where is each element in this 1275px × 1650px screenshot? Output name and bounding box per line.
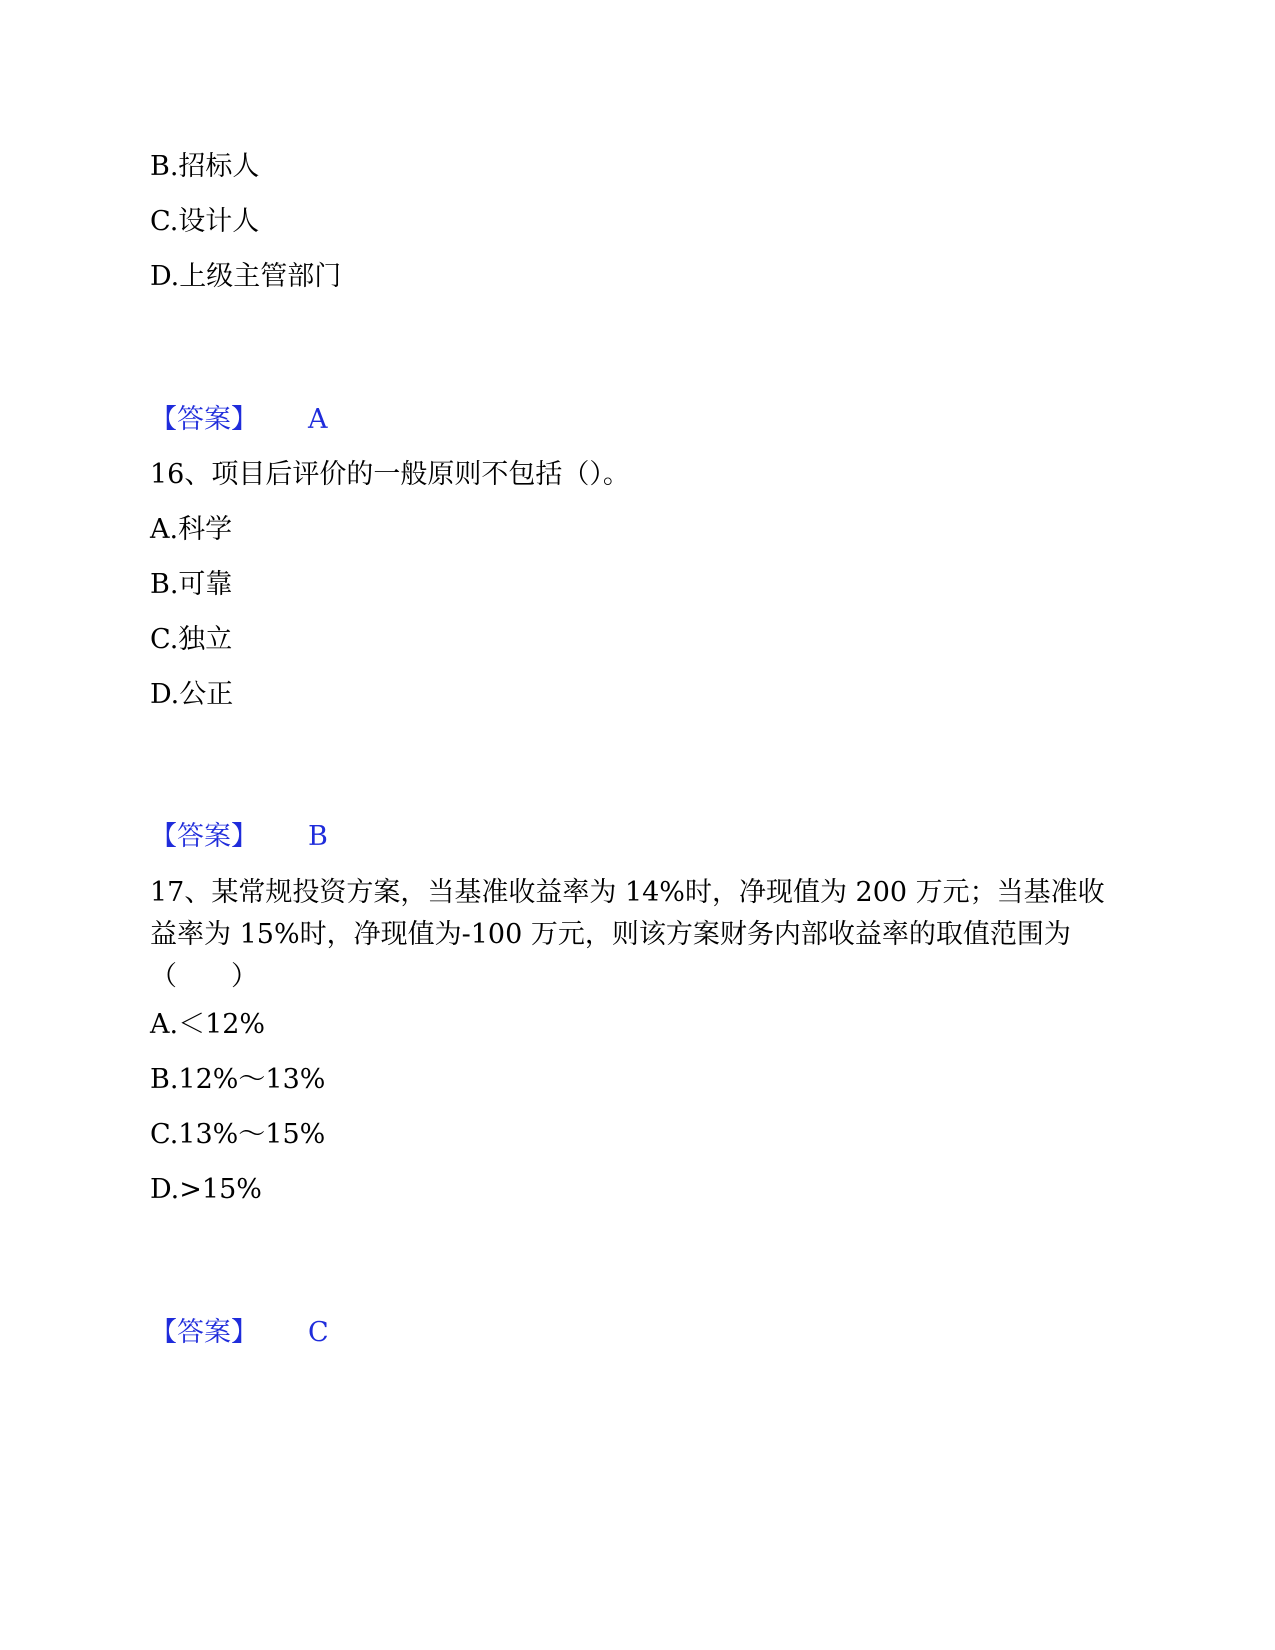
answer-label: 【答案】 <box>150 404 258 435</box>
q17-answer <box>150 1317 329 1348</box>
q16-option-b: B.可靠 <box>150 569 233 600</box>
answer-letter: C <box>308 1317 329 1348</box>
q17-option-c: C.13%～15% <box>150 1119 326 1150</box>
q16-option-d: D.公正 <box>150 679 234 710</box>
q16-option-a: A.科学 <box>150 514 233 545</box>
q16-answer <box>150 821 328 852</box>
q17-option-b: B.12%～13% <box>150 1064 326 1095</box>
prev-option-d: D.上级主管部门 <box>150 261 342 292</box>
q17-option-d: D.>15% <box>150 1174 262 1205</box>
answer-label: 【答案】 <box>150 821 258 852</box>
q16-stem: 16、项目后评价的一般原则不包括（）。 <box>150 459 630 490</box>
answer-letter: A <box>308 404 328 435</box>
q17-option-a: A.＜12% <box>150 1009 266 1040</box>
answer-label: 【答案】 <box>150 1317 258 1348</box>
q16-option-c: C.独立 <box>150 624 233 655</box>
answer-letter: B <box>308 821 328 852</box>
prev-option-c: C.设计人 <box>150 206 260 237</box>
prev-option-b: B.招标人 <box>150 151 260 182</box>
q17-stem: 17、某常规投资方案，当基准收益率为 14%时，净现值为 200 万元；当基准收益率为 15%时，净现值为-100 万元，则该方案财务内部收益率的取值范围为（ ） <box>150 877 1105 992</box>
prev-answer <box>150 404 328 435</box>
